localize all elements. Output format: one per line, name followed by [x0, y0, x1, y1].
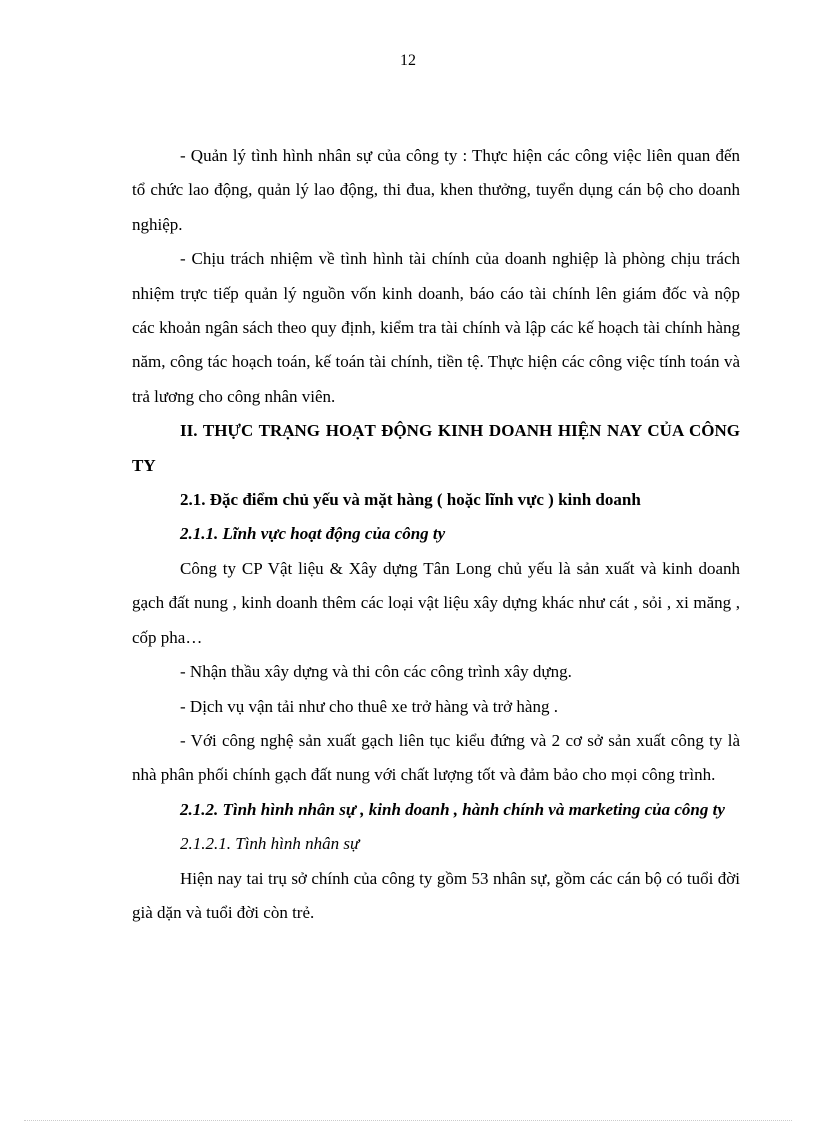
section-heading-ii: II. THỰC TRẠNG HOẠT ĐỘNG KINH DOANH HIỆN NAY CỦA CÔNG TY: [132, 421, 740, 475]
paragraph-company-business: Công ty CP Vật liệu & Xây dựng Tân Long chủ yếu là sản xuất và kinh doanh gạch đất nung , kinh doanh thêm các loại vật liệu xây dựng khác như cát , sỏi , xi măng , cốp pha…: [132, 558, 740, 647]
page-content: [132, 139, 740, 930]
paragraph-transport-service: - Dịch vụ vận tải như cho thuê xe trở hàng và trở hàng .: [180, 696, 558, 716]
page-bottom-divider: [24, 1120, 792, 1121]
subsection-heading-2-1-1: 2.1.1. Lĩnh vực hoạt động của công ty: [180, 524, 446, 544]
page-number: 12: [400, 52, 416, 69]
paragraph-construction-contracting: - Nhận thầu xây dựng và thi côn các công trình xây dựng.: [180, 662, 572, 682]
subsection-heading-2-1-2-1: 2.1.2.1. Tình hình nhân sự: [180, 834, 360, 854]
paragraph-finance-responsibility: - Chịu trách nhiệm về tình hình tài chính của doanh nghiệp là phòng chịu trách nhiệm trực tiếp quản lý nguồn vốn kinh doanh, báo cáo tài chính lên giám đốc và nộp các khoản ngân sách theo quy định, kiểm tra tài chính và lập các kế hoạch tài chính hàng năm, công tác hoạch toán, kế toán tài chính, tiền tệ. Thực hiện các công việc tính toán và trả lương cho công nhân viên.: [132, 249, 740, 406]
subsection-heading-2-1: 2.1. Đặc điểm chủ yếu và mặt hàng ( hoặc lĩnh vực ) kinh doanh: [180, 490, 641, 510]
subsection-heading-2-1-2: 2.1.2. Tình hình nhân sự , kinh doanh , hành chính và marketing của công ty: [180, 799, 725, 819]
paragraph-hr-management: - Quản lý tình hình nhân sự của công ty : Thực hiện các công việc liên quan đến tổ chức lao động, quản lý lao động, thi đua, khen thưởng, tuyển dụng cán bộ cho doanh nghiệp.: [132, 146, 740, 234]
paragraph-brick-technology: - Với công nghệ sản xuất gạch liên tục kiểu đứng và 2 cơ sở sản xuất công ty là nhà phân phối chính gạch đất nung với chất lượng tốt và đảm bảo cho mọi công trình.: [132, 730, 740, 785]
paragraph-staff-count: Hiện nay tai trụ sở chính của công ty gồm 53 nhân sự, gồm các cán bộ có tuổi đời già dặn và tuổi đời còn trẻ.: [132, 868, 740, 922]
